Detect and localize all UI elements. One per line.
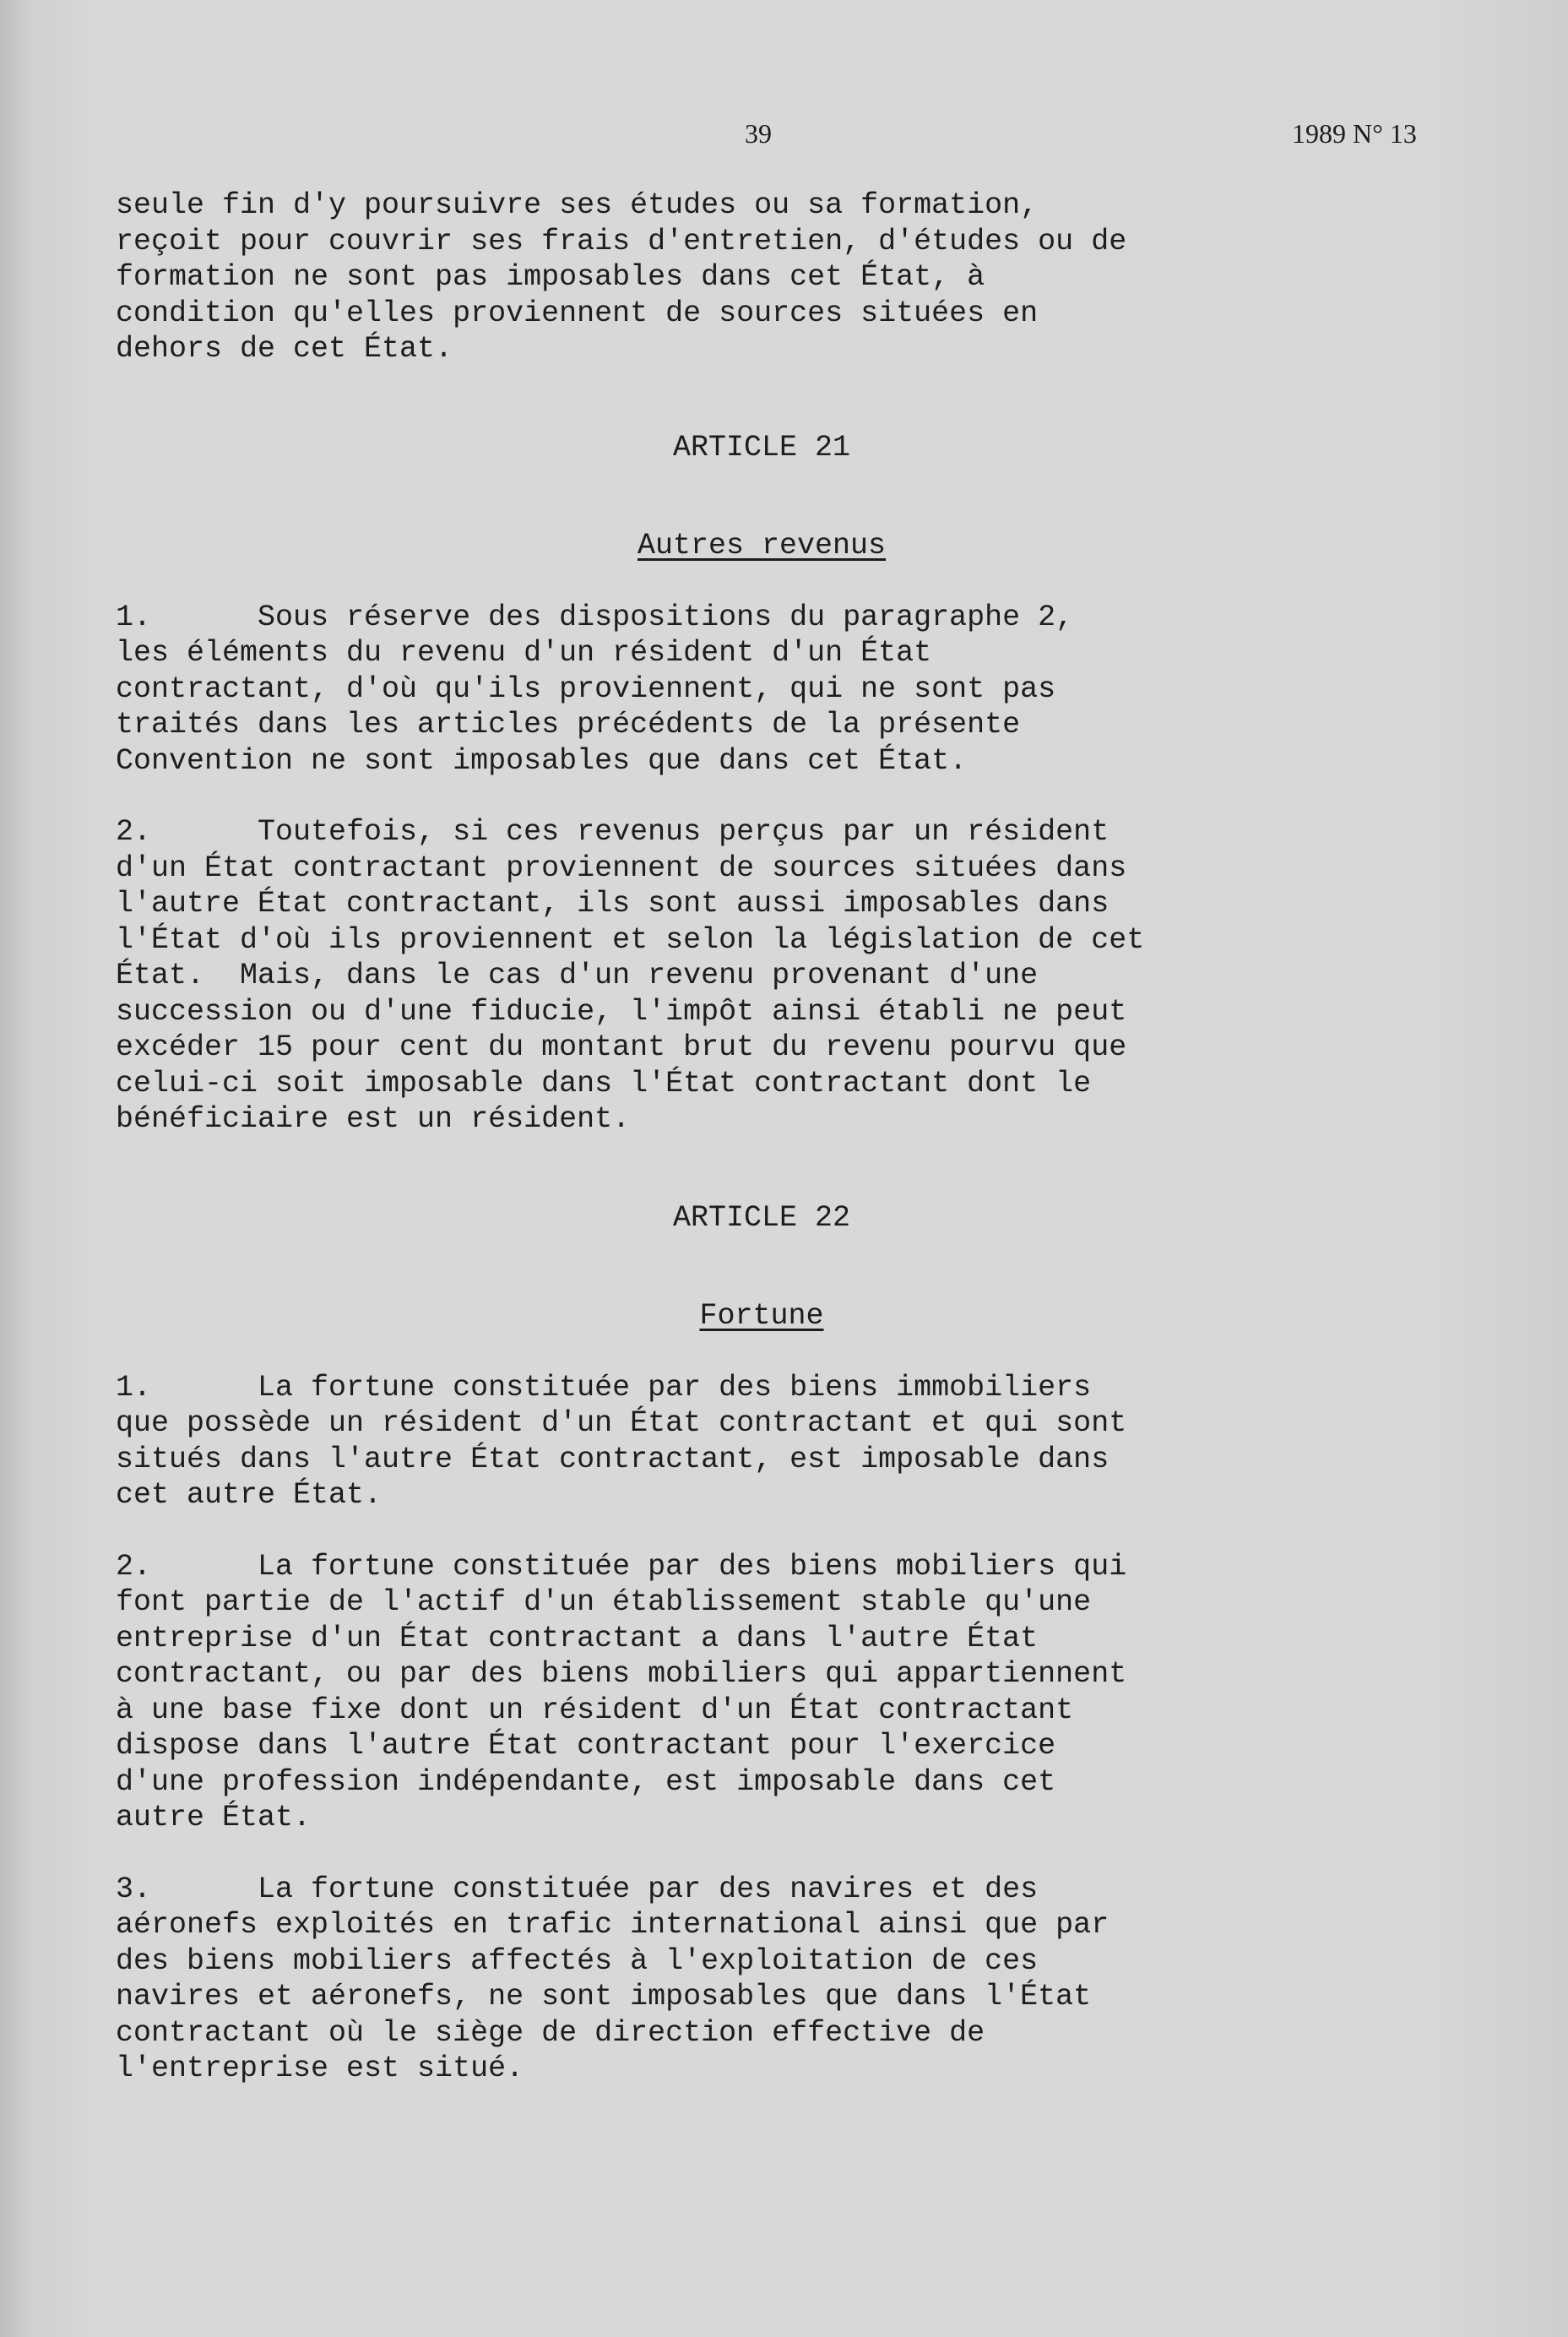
- article-21-title: [116, 528, 1408, 564]
- issue-reference: 1989 N° 13: [1292, 118, 1417, 149]
- article-21-paragraph-1: 1. Sous réserve des dispositions du paragraphe 2, les éléments du revenu d'un résident d'un État contractant, d'où qu'ils proviennent, qui ne sont pas traités dans les articles précédents de la présente Convention ne sont imposables que dans cet État.: [116, 600, 1074, 778]
- page-number: 39: [745, 118, 772, 149]
- body-text: [116, 188, 1450, 2087]
- article-22-title: [116, 1298, 1408, 1334]
- article-21-title-text: Autres revenus: [637, 529, 887, 563]
- article-22-paragraph-2: 2. La fortune constituée par des biens mobiliers qui font partie de l'actif d'un établissement stable qu'une entreprise d'un État contractant a dans l'autre État contractant, ou par des biens mobiliers qui appartiennent à une base fixe dont un résident d'un État contractant dispose dans l'autre État contractant pour l'exercice d'une profession indépendante, est imposable dans cet autre État.: [116, 1549, 1127, 1834]
- article-21-heading: ARTICLE 21: [672, 430, 851, 465]
- article-21-paragraph-2: 2. Toutefois, si ces revenus perçus par un résident d'un État contractant proviennent de sources situées dans l'autre État contractant, ils sont aussi imposables dans l'État d'où ils proviennent et selon la législation de cet État. Mais, dans le cas d'un revenu provenant d'une succession ou d'une fiducie, l'impôt ainsi établi ne peut excéder 15 pour cent du montant brut du revenu pourvu que celui-ci soit imposable dans l'État contractant dont le bénéficiaire est un résident.: [116, 815, 1145, 1136]
- article-22-title-text: Fortune: [699, 1299, 824, 1333]
- article-22-paragraph-1: 1. La fortune constituée par des biens immobiliers que possède un résident d'un État contractant et qui sont situés dans l'autre État contractant, est imposable dans cet autre État.: [116, 1370, 1127, 1512]
- intro-paragraph: seule fin d'y poursuivre ses études ou sa formation, reçoit pour couvrir ses frais d'entretien, d'études ou de formation ne sont pas imposables dans cet État, à condition qu'elles proviennent de sources situées en dehors de cet État.: [116, 188, 1127, 366]
- article-22-paragraph-3: 3. La fortune constituée par des navires et des aéronefs exploités en trafic international ainsi que par des biens mobiliers affectés à l'exploitation de ces navires et aéronefs, ne sont imposables que dans l'État contractant où le siège de direction effective de l'entreprise est situé.: [116, 1872, 1110, 2085]
- article-22-heading: ARTICLE 22: [672, 1200, 851, 1235]
- page-header: [0, 118, 1568, 160]
